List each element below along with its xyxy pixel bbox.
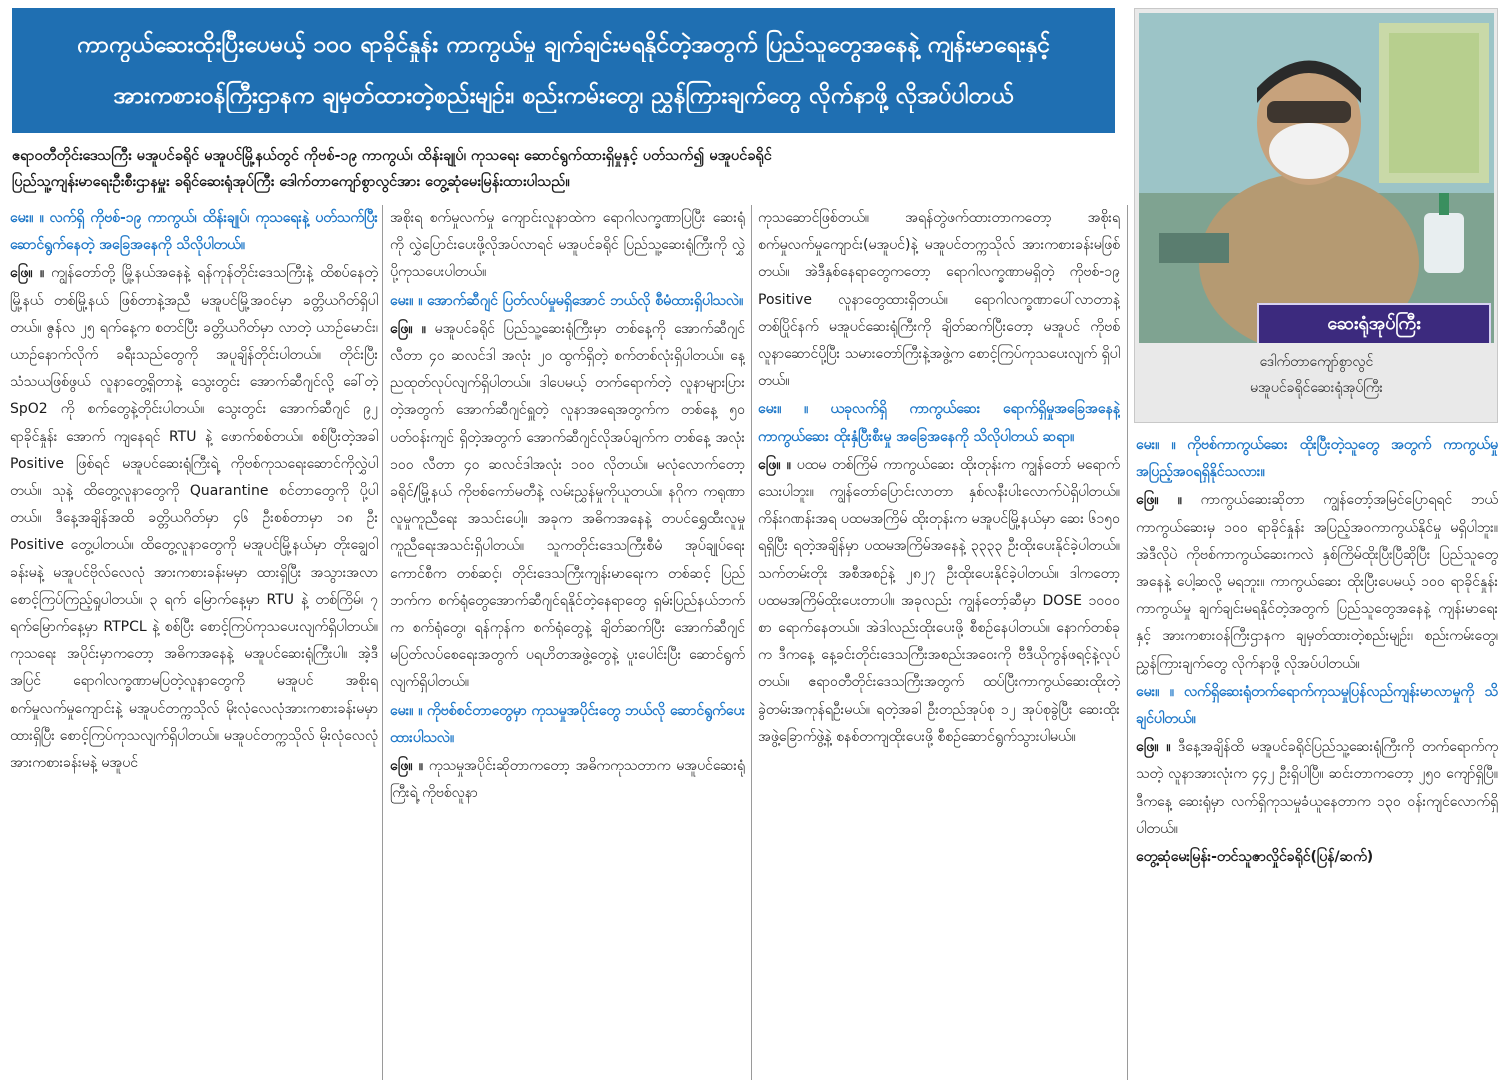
answer-continuation: ကုသဆောင်ဖြစ်တယ်။ အရန်တွဲဖက်ထားတာကတော့ အစိုးရစက်မှုလက်မှုကျောင်း(မအူပင်)နဲ့ မအူပင်တက္ကသိုလ် အားကစားခန်းမဖြစ်တယ်။ အဲဒီနှစ်နေရာတွေကတော့ ရောဂါလက္ခဏာမရှိတဲ့ ကိုဗစ်-၁၉ Positive လူနာတွေထားရှိတယ်။ ရောဂါလက္ခဏာပေါ်လာတာနဲ့ တစ်ပြိုင်နက် မအူပင်ဆေးရုံကြီးကို ချိတ်ဆက်ပြီးတော့ မအူပင် ကိုဗစ်လူနာဆောင်ပို့ပြီး သမားတော်ကြီးနဲ့အဖွဲ့က စောင့်ကြပ်ကုသပေးလျက် ရှိပါတယ်။ (758, 210, 1120, 390)
answer-text: ဒီနေ့အချိန်ထိ မအူပင်ခရိုင်ပြည်သူ့ဆေးရုံကြီးကို တက်ရောက်ကုသတဲ့ လူနာအားလုံးက ၄၄၂ ဦးရှိပါပြီ။ ဆင်းတာကတော့ ၂၅၀ ကျော်ရှိပြီ။ ဒီကနေ့ ဆေးရုံမှာ လက်ရှိကုသမှုခံယူနေတာက ၁၃၀ ဝန်းကျင်လောက်ရှိပါတယ်။ (1136, 739, 1498, 837)
question-text: အောက်ဆီဂျင် ပြတ်လပ်မှုမရှိအောင် ဘယ်လို စီမံထားရှိပါသလဲ။ (426, 292, 744, 309)
photo-box (1134, 8, 1498, 423)
question-text: ကိုဗစ်စင်တာတွေမှာ ကုသမှုအပိုင်းတွေ ဘယ်လို ဆောင်ရွက်ပေးထားပါသလဲ။ (390, 702, 745, 746)
byline: တွေ့ဆုံမေးမြန်း-တင်သူဇာလှိုင်ခရိုင်(ပြန်/ဆက်) (1136, 849, 1374, 866)
column-divider (382, 205, 383, 1080)
question-label: မေး။ ။ (758, 401, 809, 418)
interview-photo (1139, 13, 1494, 343)
answer-label: ဖြေ။ ။ (758, 456, 791, 473)
lede-line-1: ဧရာဝတီတိုင်းဒေသကြီး မအူပင်ခရိုင် မအူပင်မြို့နယ်တွင် ကိုဗစ်-၁၉ ကာကွယ်၊ ထိန်းချုပ်၊ ကုသရေး ဆောင်ရွက်ထားရှိမှုနှင့် ပတ်သက်၍ မအူပင်ခရိုင် (12, 148, 772, 164)
answer-label: ဖြေ။ ။ (1136, 739, 1171, 756)
answer-paragraph (390, 316, 745, 697)
answer-label: ဖြေ။ ။ (1136, 492, 1182, 509)
question-label: မေး။ ။ (1136, 683, 1175, 700)
column-4 (1136, 432, 1498, 1082)
question-paragraph (390, 698, 745, 752)
caption-name: ဒေါက်တာကျော်စွာလွင် (1259, 354, 1374, 370)
answer-paragraph (1136, 487, 1498, 677)
column-divider (751, 205, 752, 1080)
column-1 (10, 205, 378, 1085)
lede-paragraph (12, 143, 1120, 195)
answer-text: ပထမ တစ်ကြိမ် ကာကွယ်ဆေး ထိုးတုန်းက ကျွန်တော် မရောက်သေးပါဘူး။ ကျွန်တော်ပြောင်းလာတာ နှစ်လနီးပါးလောက်ပဲရှိပါတယ်။ ကိန်းဂဏန်းအရ ပထမအကြိမ် ထိုးတုန်းက မအူပင်မြို့နယ်မှာ ဆေး ၆၁၅၀ ရရှိပြီး ရတဲ့အချိန်မှာ ပထမအကြိမ်အနေနဲ့ ၃၃၃၃ ဦးထိုးပေးနိုင်ခဲ့ပါတယ်။ သက်တမ်းတိုး အစီအစဉ်နဲ့ ၂၈၂၇ ဦးထိုးပေးနိုင်ခဲ့ပါတယ်။ ဒါကတော့ ပထမအကြိမ်ထိုးပေးတာပါ။ အခုလည်း ကျွန်တော့်ဆီမှာ DOSE ၁၀၀၀ စာ ရောက်နေတယ်။ အဲဒါလည်းထိုးပေးဖို့ စီစဉ်နေပါတယ်။ နောက်တစ်ခုက ဒီကနေ့ နေ့ခင်းတိုင်းဒေသကြီးအစည်းအဝေးကို ဗီဒီယိုကွန်ဖရင့်နဲ့လုပ်တယ်။ ဧရာဝတီတိုင်းဒေသကြီးအတွက် ထပ်ပြီးကာကွယ်ဆေးထိုးတဲ့ ခွဲတမ်းအကုန်ရဦးမယ်။ ရတဲ့အခါ ဦးတည်အုပ်စု ၁၂ အုပ်စုခွဲပြီး ဆေးထိုးအဖွဲ့ခြောက်ဖွဲ့နဲ့ စနစ်တကျထိုးပေးဖို့ စီစဉ်ဆောင်ရွက်သွားပါမယ်။ (758, 456, 1120, 745)
question-label: မေး။ ။ (10, 210, 44, 226)
column-2 (390, 205, 745, 1085)
answer-paragraph (10, 260, 378, 777)
column-divider (1127, 205, 1128, 1080)
headline-line-2: အားကစားဝန်ကြီးဌာနက ချမှတ်ထားတဲ့စည်းမျဉ်း၊ စည်းကမ်းတွေ၊ ညွှန်ကြားချက်တွေ လိုက်နာဖို့ လိုအပ်ပါတယ် (113, 82, 1014, 109)
question-text: ယခုလက်ရှိ ကာကွယ်ဆေး ရောက်ရှိမှုအခြေအနေနဲ့ ကာကွယ်ဆေး ထိုးနှံပြီးစီးမှု အခြေအနေကို သိလိုပါတယ် ဆရာ။ (758, 401, 1120, 445)
answer-paragraph (390, 753, 745, 807)
answer-label: ဖြေ။ ။ (390, 758, 423, 775)
answer-text: ကုသမှုအပိုင်းဆိုတာကတော့ အဓိကကုသတာက မအူပင်ဆေးရုံကြီးရဲ့ ကိုဗစ်လူနာ (390, 758, 745, 802)
headline-banner (12, 8, 1115, 133)
question-text: လက်ရှိဆေးရုံတက်ရောက်ကုသမှုပြန်လည်ကျန်းမာလာမှုကို သိချင်ပါတယ်။ (1136, 683, 1498, 728)
question-label: မေး။ ။ (390, 292, 423, 309)
question-paragraph (1136, 679, 1498, 733)
column-3 (758, 205, 1120, 1085)
question-text: ကိုဗစ်ကာကွယ်ဆေး ထိုးပြီးတဲ့သူတွေ အတွက် ကာကွယ်မှု အပြည့်အဝရရှိနိုင်သလား။ (1136, 437, 1498, 481)
caption-title: မအူပင်ခရိုင်ဆေးရုံအုပ်ကြီး (1250, 380, 1383, 396)
answer-label: ဖြေ။ ။ (390, 320, 426, 337)
question-paragraph (1136, 432, 1498, 486)
question-paragraph (10, 205, 378, 259)
answer-paragraph (758, 452, 1120, 751)
question-paragraph (758, 396, 1120, 450)
answer-paragraph (1136, 734, 1498, 843)
name-sign: ဆေးရုံအုပ်ကြီး (1257, 303, 1491, 343)
photo-illustration (1139, 13, 1494, 343)
question-text: လက်ရှိ ကိုဗစ်-၁၉ ကာကွယ်၊ ထိန်းချုပ်၊ ကုသရေးနဲ့ ပတ်သက်ပြီး ဆောင်ရွက်နေတဲ့ အခြေအနေကို သိလိုပါတယ်။ (10, 210, 378, 254)
question-label: မေး။ ။ (390, 702, 423, 719)
question-paragraph (390, 288, 745, 315)
question-label: မေး။ ။ (1136, 437, 1176, 453)
answer-text: မအူပင်ခရိုင် ပြည်သူ့ဆေးရုံကြီးမှာ တစ်နေ့ကို အောက်ဆီဂျင် လီတာ ၄၀ ဆလင်ဒါ အလုံး ၂၀ ထွက်ရှိတဲ့ စက်တစ်လုံးရှိပါတယ်။ နေ့ညထုတ်လုပ်လျက်ရှိပါတယ်။ ဒါပေမယ့် တက်ရောက်တဲ့ လူနာများပြားတဲ့အတွက် အောက်ဆီဂျင်ရှူတဲ့ လူနာအရေအတွက်က တစ်နေ့ ၅၀ ပတ်ဝန်းကျင် ရှိတဲ့အတွက် အောက်ဆီဂျင်လိုအပ်ချက်က တစ်နေ့ အလုံး ၁၀၀ လီတာ ၄၀ ဆလင်ဒါအလုံး ၁၀၀ လိုတယ်။ မလုံလောက်တော့ ခရိုင်/မြို့နယ် ကိုဗစ်ကော်မတီနဲ့ လမ်းညွှန်မှုကိုယူတယ်။ နဂိုက ကရုဏာလူမှုကူညီရေး အသင်းပေါ့။ အခုက အဓိကအနေနဲ့ တပင်ရွှေထီးလူမှုကူညီရေးအသင်းရှိပါတယ်။ သူကတိုင်းဒေသကြီးစီမံ အုပ်ချုပ်ရေးကောင်စီက တစ်ဆင့်၊ တိုင်းဒေသကြီးကျန်းမာရေးက တစ်ဆင့် ပြည်ဘက်က စက်ရုံတွေအောက်ဆီဂျင်ရနိုင်တဲ့နေရာတွေ ရှမ်းပြည်နယ်ဘက်က စက်ရုံတွေ၊ ရန်ကုန်က စက်ရုံတွေနဲ့ ချိတ်ဆက်ပြီး အောက်ဆီဂျင် မပြတ်လပ်စေရေးအတွက် ပရဟိတအဖွဲ့တွေနဲ့ ပူးပေါင်းပြီး ဆောင်ရွက်လျက်ရှိပါတယ်။ (390, 320, 745, 691)
answer-label: ဖြေ။ ။ (10, 265, 45, 282)
headline-line-1: ကာကွယ်ဆေးထိုးပြီးပေမယ့် ၁၀၀ ရာခိုင်နှုန်း ကာကွယ်မှု ချက်ချင်းမရနိုင်တဲ့အတွက် ပြည်သူတွေအနေနဲ့ ကျန်းမာရေးနှင့် (76, 32, 1051, 59)
photo-caption (1139, 349, 1494, 401)
answer-text: ကာကွယ်ဆေးဆိုတာ ကျွန်တော့်အမြင်ပြောရရင် ဘယ်ကာကွယ်ဆေးမှ ၁၀၀ ရာခိုင်နှုန်း အပြည့်အဝကာကွယ်နိုင်မှု မရှိပါဘူး။ အဲဒီလိုပဲ ကိုဗစ်ကာကွယ်ဆေးကလဲ နှစ်ကြိမ်ထိုးပြီးပြီဆိုပြီး ပြည်သူတွေအနေနဲ့ ပေါ့ဆလို့ မရဘူး။ ကာကွယ်ဆေး ထိုးပြီးပေမယ့် ၁၀၀ ရာခိုင်နှုန်း ကာကွယ်မှု ချက်ချင်းမရနိုင်တဲ့အတွက် ပြည်သူတွေအနေနဲ့ ကျန်းမာရေးနှင့် အားကစားဝန်ကြီးဌာနက ချမှတ်ထားတဲ့စည်းမျဉ်း၊ စည်းကမ်းတွေ၊ ညွှန်ကြားချက်တွေ လိုက်နာဖို့ လိုအပ်ပါတယ်။ (1136, 492, 1498, 672)
answer-continuation: အစိုးရ စက်မှုလက်မှု ကျောင်းလူနာထဲက ရောဂါလက္ခဏာပြပြီး ဆေးရုံကို လွှဲပြောင်းပေးဖို့လိုအပ်လာရင် မအူပင်ခရိုင် ပြည်သူ့ဆေးရုံကြီးကို လွှဲပို့ကုသပေးပါတယ်။ (390, 210, 745, 281)
answer-text: ကျွန်တော်တို့ မြို့နယ်အနေနဲ့ ရန်ကုန်တိုင်းဒေသကြီးနဲ့ ထိစပ်နေတဲ့ မြို့နယ် တစ်မြို့နယ် ဖြစ်တာနဲ့အညီ မအူပင်မြို့အဝင်မှာ ခတ္တိယဂိတ်ရှိပါတယ်။ ဇွန်လ ၂၅ ရက်နေ့က စတင်ပြီး ခတ္တိယဂိတ်မှာ လာတဲ့ ယာဉ်မောင်း၊ ယာဉ်နောက်လိုက် ခရီးသည်တွေကို အပူချိန်တိုင်းပါတယ်။ တိုင်းပြီး သံသယဖြစ်ဖွယ် လူနာတွေ့ရှိတာနဲ့ သွေးတွင်း အောက်ဆီဂျင်လို့ ခေါ်တဲ့ SpO2 ကို စက်တွေနဲ့တိုင်းပါတယ်။ သွေးတွင်း အောက်ဆီဂျင် ၉၂ ရာခိုင်နှုန်း အောက် ကျနေရင် RTU နဲ့ ဖောက်စစ်တယ်။ စစ်ပြီးတဲ့အခါ Positive ဖြစ်ရင် မအူပင်ဆေးရုံကြီးရဲ့ ကိုဗစ်ကုသရေးဆောင်ကိုလွှဲပါတယ်။ သုနဲ့ ထိတွေ့လူနာတွေကို Quarantine စင်တာတွေကို ပို့ပါတယ်။ ဒီနေ့အချိန်အထိ ခတ္တိယဂိတ်မှာ ၄၆ ဦးစစ်တာမှာ ၁၈ ဦး Positive တွေ့ပါတယ်။ ထိတွေ့လူနာတွေကို မအူပင်မြို့နယ်မှာ တိုးချွေဝါခန်းမနဲ့ မအူပင်ဗိုလ်လေလုံ အားကစားခန်းမမှာ ထားရှိပြီး အသွားအလာ စောင့်ကြပ်ကြည့်ရှုပါတယ်။ ၃ ရက် မြောက်နေ့မှာ RTU နဲ့ တစ်ကြိမ်၊ ၇ ရက်မြောက်နေ့မှာ RTPCL နဲ့ စစ်ပြီး စောင့်ကြပ်ကုသပေးလျက်ရှိပါတယ်။ ကုသရေး အပိုင်းမှာကတော့ အဓိကအနေနဲ့ မအူပင်ဆေးရုံကြီးပါ။ အဲ့ဒီအပြင် ရောဂါလက္ခဏာမပြတဲ့လူနာတွေကို မအူပင် အစိုးရစက်မှုလက်မှုကျောင်းနဲ့ မအူပင်တက္ကသိုလ် မိုးလုံလေလုံအားကစားခန်းမမှာ ထားရှိပြီး စောင့်ကြပ်ကုသလျက်ရှိပါတယ်။ မအူပင်တက္ကသိုလ် မိုးလုံလေလုံအားကစားခန်းမနဲ့ မအူပင် (10, 265, 378, 772)
lede-line-2: ပြည်သူ့ကျန်းမာရေးဦးစီးဌာနမှူး ခရိုင်ဆေးရုံအုပ်ကြီး ဒေါက်တာကျော်စွာလွင်အား တွေ့ဆုံမေးမြန်းထားပါသည်။ (12, 174, 570, 190)
